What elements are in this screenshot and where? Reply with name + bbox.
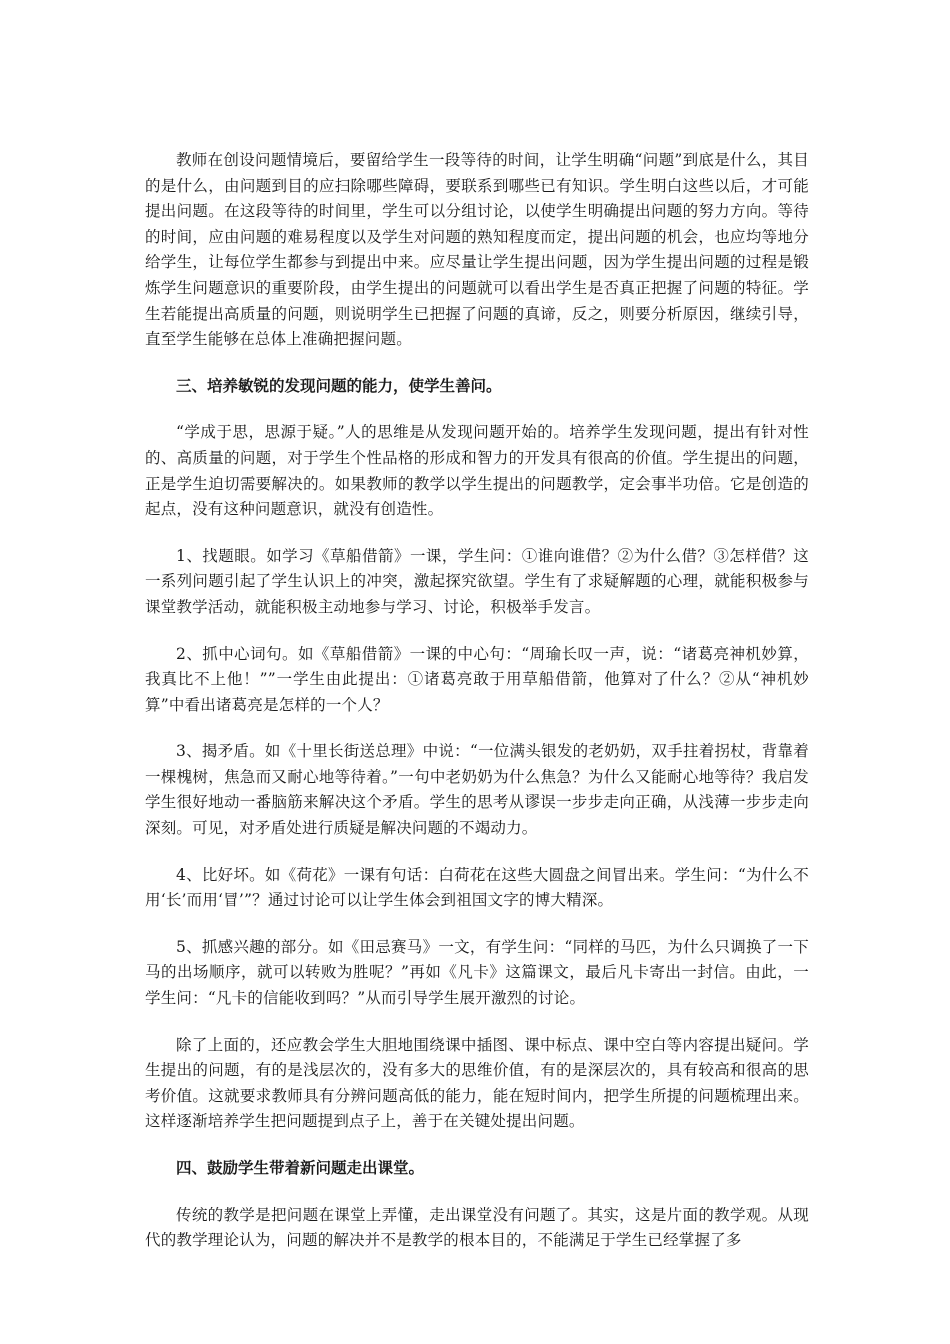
paragraph-method-5: 5、抓感兴趣的部分。如《田忌赛马》一文，有学生问：“同样的马匹，为什么只调换了一下马的出场顺序，就可以转败为胜呢？”再如《凡卡》这篇课文，最后凡卡寄出一封信。由此，一学生问：“凡卡的信能收到吗？”从而引导学生展开激烈的讨论。: [145, 937, 809, 1008]
paragraph-method-2: 2、抓中心词句。如《草船借箭》一课的中心句：“周瑜长叹一声，说：“诸葛亮神机妙算，我真比不上他！””一学生由此提出：①诸葛亮敢于用草船借箭，他算对了什么？②从“神机妙算”中看出诸葛亮是怎样的一个人？: [145, 644, 809, 714]
paragraph-method-3: 3、揭矛盾。如《十里长街送总理》中说：“一位满头银发的老奶奶，双手拄着拐杖，背靠着一棵槐树，焦急而又耐心地等待着。”一句中老奶奶为什么焦急？为什么又能耐心地等待？我启发学生很好地动一番脑筋来解决这个矛盾。学生的思考从谬误一步步走向正确，从浅薄一步步走向深刻。可见，对矛盾处进行质疑是解决问题的不竭动力。: [145, 742, 809, 838]
paragraph-method-1: 1、找题眼。如学习《草船借箭》一课，学生问：①谁向谁借？②为什么借？③怎样借？这一系列问题引起了学生认识上的冲突，激起探究欲望。学生有了求疑解题的心理，就能积极参与课堂教学活动，就能积极主动地参与学习、讨论，积极举手发言。: [145, 546, 809, 616]
paragraph-method-4: 4、比好坏。如《荷花》一课有句话：白荷花在这些大圆盘之间冒出来。学生问：“为什么不用‘长’而用‘冒’”？通过讨论可以让学生体会到祖国文字的博大精深。: [145, 865, 809, 910]
paragraph-waiting-time: 教师在创设问题情境后，要留给学生一段等待的时间，让学生明确“问题”到底是什么，其目的是什么，由问题到目的应扫除哪些障碍，要联系到哪些已有知识。学生明白这些以后，才可能提出问题。在这段等待的时间里，学生可以分组讨论，以使学生明确提出问题的努力方向。等待的时间，应由问题的难易程度以及学生对问题的熟知程度而定，提出问题的机会，也应均等地分给学生，让每位学生都参与到提出中来。应尽量让学生提出问题，因为学生提出问题的过程是锻炼学生问题意识的重要阶段，由学生提出的问题就可以看出学生是否真正把握了问题的特征。学生若能提出高质量的问题，则说明学生已把握了问题的真谛，反之，则要分析原因，继续引导，直至学生能够在总体上准确把握问题。: [145, 151, 809, 349]
section-heading-4: 四、鼓励学生带着新问题走出课堂。: [176, 1159, 425, 1177]
paragraph-intro-discovery: “学成于思，思源于疑。”人的思维是从发现问题开始的。培养学生发现问题，提出有针对性的、高质量的问题，对于学生个性品格的形成和智力的开发具有很高的价值。学生提出的问题，正是学生迫切需要解决的。如果教师的教学以学生提出的问题教学，定会事半功倍。它是创造的起点，没有这种问题意识，就没有创造性。: [145, 423, 809, 519]
section-heading-3: 三、培养敏锐的发现问题的能力，使学生善问。: [176, 376, 502, 395]
document-page: [145, 148, 809, 1275]
paragraph-summary: 除了上面的，还应教会学生大胆地围绕课中插图、课中标点、课中空白等内容提出疑问。学生提出的问题，有的是浅层次的，没有多大的思维价值，有的是深层次的，具有较高和很高的思考价值。这就要求教师具有分辨问题高低的能力，能在短时间内，把学生所提的问题梳理出来。这样逐渐培养学生把问题提到点子上，善于在关键处提出问题。: [145, 1035, 809, 1131]
paragraph-traditional-teaching: 传统的教学是把问题在课堂上弄懂，走出课堂没有问题了。其实，这是片面的教学观。从现代的教学理论认为，问题的解决并不是教学的根本目的，不能满足于学生已经掌握了多: [145, 1205, 809, 1250]
